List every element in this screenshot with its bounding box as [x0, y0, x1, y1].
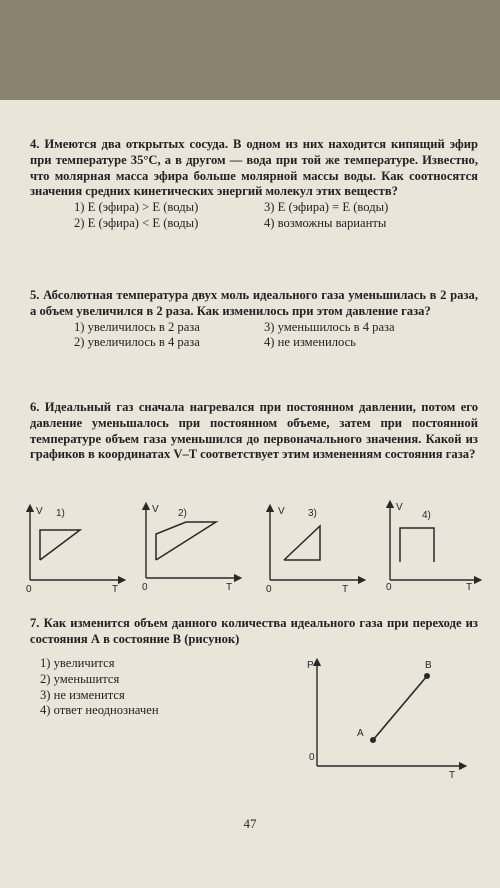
- question-4-text: 4. Имеются два открытых сосуда. В одном из них находится кипящий эфир при температуре 35°С, а в другом — вода при той же температуре. Известно, что молярная масса эфира больше молярной массы воды. Как соотносятся значения средних кинетических энергий молекул этих веществ?: [30, 137, 478, 199]
- axis-p-label: P: [307, 660, 314, 671]
- question-6-text: 6. Идеальный газ сначала нагревался при постоянном давлении, потом его давление уменьшалось при постоянном объеме, затем при постоянной температуре объем газа уменьшился до первоначального значения. Какой из графиков в координатах V–T соответствует этим изменениям состояния газа?: [30, 400, 478, 462]
- axis-v-label: V: [36, 506, 43, 517]
- option: 4) ответ неоднозначен: [40, 703, 159, 718]
- origin-label: 0: [142, 582, 148, 592]
- axis-t-label: T: [112, 584, 119, 594]
- question-7-text: 7. Как изменится объем данного количества идеального газа при переходе из состояния А в состояние В (рисунок): [30, 616, 478, 646]
- graph-3: [262, 502, 368, 594]
- origin-label: 0: [309, 752, 315, 763]
- question-5-options: [74, 320, 478, 352]
- option: 4) возможны варианты: [264, 215, 387, 230]
- point-b-marker: [424, 673, 430, 679]
- textbook-page: [0, 100, 500, 888]
- question-5-text: 5. Абсолютная температура двух моль идеального газа уменьшилась в 2 раза, а объем увеличился в 2 раза. Как изменилось при этом давление газа?: [30, 288, 478, 318]
- graph-2: [138, 500, 244, 592]
- option: 2) Е (эфира) < Е (воды): [74, 215, 199, 230]
- graph-number: 2): [178, 508, 187, 519]
- option: 4) не изменилось: [264, 335, 356, 350]
- question-6: [30, 400, 478, 463]
- origin-label: 0: [386, 582, 392, 590]
- axis-t-label: T: [449, 770, 456, 780]
- axis-t-label: T: [342, 584, 349, 594]
- question-4: [30, 137, 478, 232]
- option: 2) увеличилось в 4 раза: [74, 335, 200, 350]
- graph-number: 3): [308, 508, 317, 519]
- origin-label: 0: [266, 584, 272, 594]
- axis-v-label: V: [396, 502, 403, 513]
- point-b-label: B: [425, 660, 432, 671]
- axis-t-label: T: [226, 582, 233, 592]
- option: 2) уменьшится: [40, 671, 120, 686]
- point-a-label: A: [357, 728, 364, 739]
- page-number: 47: [243, 816, 257, 831]
- question-7: [30, 616, 478, 648]
- origin-label: 0: [26, 584, 32, 594]
- point-a-marker: [370, 737, 376, 743]
- graph-1: [22, 502, 128, 594]
- question-4-options: [74, 200, 478, 232]
- option: 1) Е (эфира) > Е (воды): [74, 200, 199, 215]
- option: 3) уменьшилось в 4 раза: [264, 319, 395, 334]
- question-7-options: [40, 656, 240, 719]
- option: 3) Е (эфира) = Е (воды): [264, 200, 389, 215]
- axis-v-label: V: [152, 504, 159, 515]
- graph-number: 1): [56, 508, 65, 519]
- option: 3) не изменится: [40, 687, 125, 702]
- axis-v-label: V: [278, 506, 285, 517]
- axis-t-label: T: [466, 582, 473, 590]
- question-5: [30, 288, 478, 351]
- graph-number: 4): [422, 510, 431, 521]
- option: 1) увеличится: [40, 656, 115, 670]
- option: 1) увеличилось в 2 раза: [74, 319, 200, 334]
- graph-4: [382, 498, 488, 590]
- graph-p-t: [305, 656, 475, 780]
